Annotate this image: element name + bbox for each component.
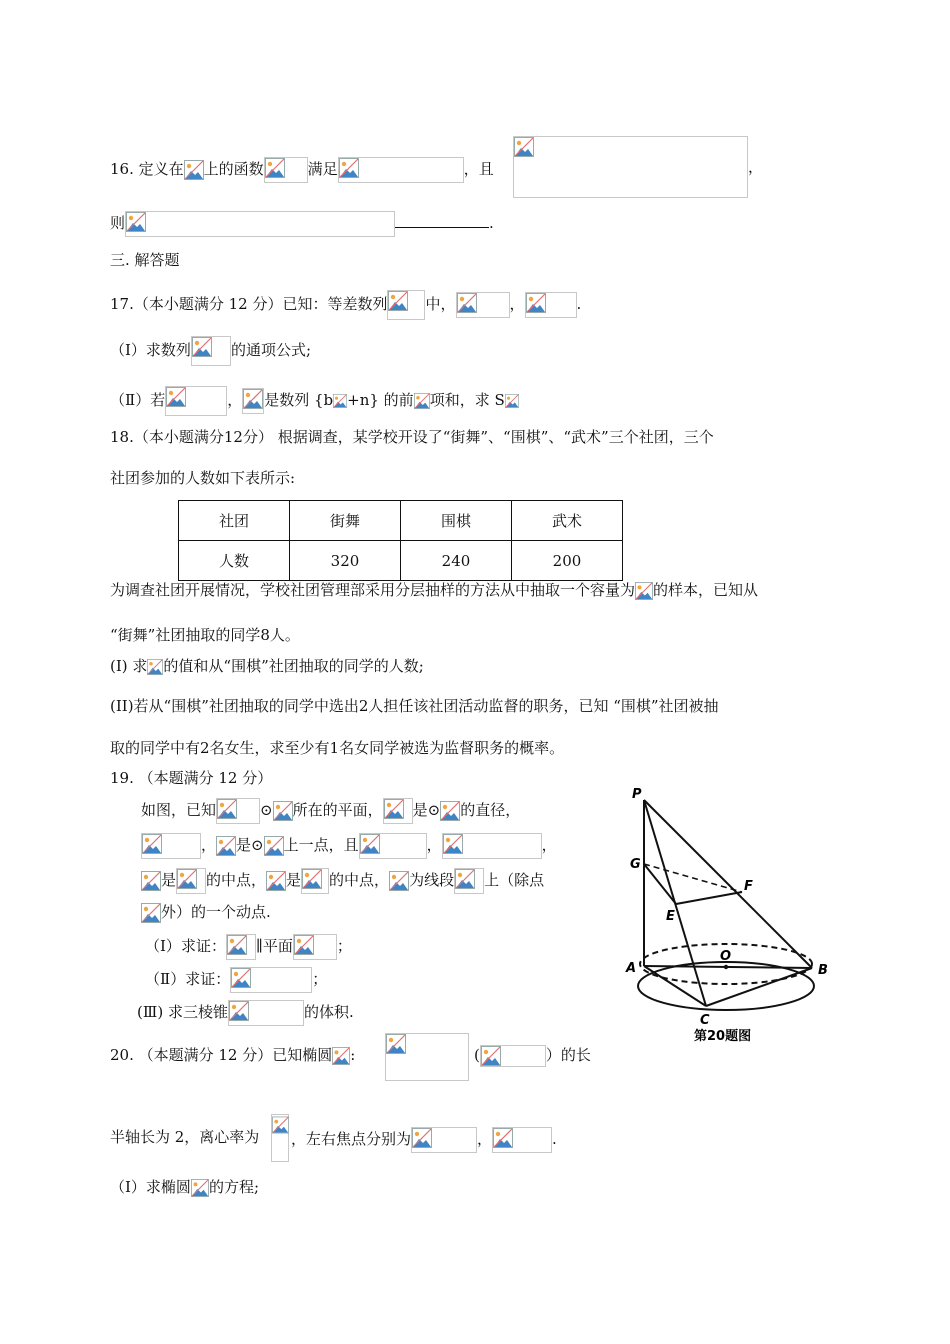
- q17-text: +n} 的前: [347, 391, 414, 409]
- q19-text: 是⊙: [412, 801, 441, 819]
- image-placeholder-icon: [273, 801, 293, 821]
- q18-text: (II)若从“围棋”社团抽取的同学中选出2人担任该社团活动监督的职务，已知 “围棋”社团被抽: [110, 697, 719, 715]
- q17-text: ，: [227, 391, 243, 409]
- q18-text: 的值和从“围棋”社团抽取的同学的人数;: [163, 657, 424, 675]
- q20-text: (: [474, 1046, 480, 1064]
- image-placeholder-icon: [166, 387, 186, 407]
- q16-line1: [110, 157, 494, 183]
- q16-text: ，且: [463, 160, 494, 178]
- q20-line1b: [474, 1045, 591, 1067]
- q19-text: 所在的平面，: [292, 801, 383, 819]
- image-placeholder-icon: [414, 393, 430, 409]
- image-placeholder-icon: [384, 799, 404, 819]
- q19-line1: [141, 798, 520, 824]
- image-placeholder-icon: [147, 658, 163, 676]
- q19-text: ⊙: [260, 801, 273, 819]
- q20-text: （Ⅰ）求椭圆: [110, 1178, 191, 1196]
- q20-line2: [110, 1127, 259, 1147]
- table-cell: 社团: [179, 501, 290, 541]
- formula-image: [216, 798, 260, 824]
- q19-part2: [145, 967, 327, 993]
- q19-text: 为线段: [409, 871, 455, 889]
- label-E: E: [666, 909, 675, 924]
- q18-line3: [110, 580, 758, 600]
- q17-text: 中，: [425, 295, 456, 313]
- formula-image: [359, 833, 427, 859]
- table-cell: 人数: [179, 541, 290, 581]
- q16-line2: [110, 211, 494, 237]
- q18-part1: [110, 656, 424, 676]
- label-F: F: [744, 879, 753, 894]
- q20-text: ，左右焦点分别为: [291, 1130, 412, 1148]
- formula-image: [228, 1000, 304, 1026]
- q18-text: 为调查社团开展情况，学校社团管理部采用分层抽样的方法从中抽取一个容量为: [110, 581, 636, 599]
- formula-image: [385, 1033, 469, 1081]
- q19-text: ，: [541, 836, 557, 854]
- image-placeholder-icon: [386, 1034, 406, 1054]
- formula-image: [301, 868, 329, 894]
- image-placeholder-icon: [264, 836, 284, 856]
- q19-text: 外）的一个动点.: [161, 903, 271, 921]
- image-placeholder-icon: [388, 291, 408, 311]
- q18-text: 社团参加的人数如下表所示:: [110, 469, 296, 487]
- q17-text: 是数列 {b: [264, 391, 334, 409]
- q19-text: ；: [336, 937, 352, 955]
- image-placeholder-icon: [443, 834, 463, 854]
- q19-text: ；: [312, 970, 328, 988]
- q20-text: 的方程;: [208, 1178, 259, 1196]
- q17-text: ，: [509, 295, 525, 313]
- formula-image: [293, 934, 337, 960]
- image-placeholder-icon: [440, 801, 460, 821]
- table-cell: 320: [290, 541, 401, 581]
- image-placeholder-icon: [493, 1128, 513, 1148]
- q17-text: 17.（本小题满分 12 分）已知：等差数列: [110, 295, 388, 313]
- table-header-row: [179, 501, 623, 541]
- q17-text: （Ⅱ）若: [110, 391, 166, 409]
- formula-image: [492, 1127, 552, 1153]
- image-placeholder-icon: [243, 389, 263, 409]
- q20-text: .: [552, 1130, 557, 1148]
- formula-image: [176, 868, 206, 894]
- q20-line1: [110, 1045, 355, 1065]
- q16-text: 上的函数: [203, 160, 264, 178]
- label-B: B: [818, 963, 828, 978]
- formula-image: [165, 386, 227, 416]
- q19-text: 如图，已知: [141, 801, 217, 819]
- image-placeholder-icon: [505, 390, 519, 412]
- image-placeholder-icon: [455, 869, 475, 889]
- q20-line2b: [291, 1127, 557, 1153]
- figure-caption: 第20题图: [694, 1029, 752, 1044]
- table-row: [179, 541, 623, 581]
- q16-text: .: [489, 214, 494, 232]
- q20-text: ，: [477, 1130, 493, 1148]
- q20-part1: [110, 1177, 259, 1197]
- line-GF: [644, 864, 742, 892]
- table-cell: 武术: [512, 501, 623, 541]
- table-cell: 围棋: [401, 501, 512, 541]
- formula-image: [264, 157, 308, 183]
- image-placeholder-icon: [481, 1046, 501, 1066]
- label-C: C: [700, 1013, 710, 1028]
- image-placeholder-icon: [412, 1128, 432, 1148]
- q16-text: 满足: [307, 160, 338, 178]
- q20-text: 20. （本题满分 12 分）已知椭圆: [110, 1046, 333, 1064]
- label-P: P: [632, 787, 642, 802]
- image-placeholder-icon: [333, 393, 347, 409]
- formula-image: [338, 157, 464, 183]
- q17-text: 项和，求 S: [429, 391, 505, 409]
- formula-image: [387, 290, 425, 320]
- image-placeholder-icon: [332, 1047, 350, 1065]
- image-placeholder-icon: [231, 968, 251, 988]
- image-placeholder-icon: [635, 582, 653, 600]
- q20-text: ）的长: [545, 1046, 591, 1064]
- q19-text: 是⊙: [236, 836, 264, 854]
- q16-text: 则: [110, 214, 126, 232]
- image-placeholder-icon: [227, 935, 247, 955]
- q19-text: 的直径，: [460, 801, 521, 819]
- formula-image: [242, 388, 264, 414]
- q17-part1: [110, 336, 311, 366]
- center-point: [724, 965, 728, 969]
- q19-line2: [141, 833, 557, 859]
- image-placeholder-icon: [192, 337, 212, 357]
- image-placeholder-icon: [142, 834, 162, 854]
- q19-text: ∥平面: [255, 937, 293, 955]
- base-ellipse: [638, 962, 814, 1010]
- formula-image: [226, 934, 256, 960]
- image-placeholder-icon: [217, 799, 237, 819]
- image-placeholder-icon: [272, 1115, 289, 1135]
- q19-text: 的体积.: [303, 1003, 354, 1021]
- image-placeholder-icon: [457, 293, 477, 313]
- image-placeholder-icon: [265, 158, 285, 178]
- formula-image: [230, 967, 312, 993]
- image-placeholder-icon: [141, 871, 161, 891]
- q19-text: 上（除点: [484, 871, 545, 889]
- q20-text: 半轴长为 2，离心率为: [110, 1128, 260, 1146]
- q19-text: 的中点，: [329, 871, 390, 889]
- q17-part2: [110, 386, 519, 416]
- formula-image: [141, 833, 201, 859]
- image-placeholder-icon: [177, 869, 197, 889]
- answer-blank: [395, 211, 489, 228]
- formula-image: [191, 336, 231, 366]
- image-placeholder-icon: [229, 1001, 249, 1021]
- image-placeholder-icon: [294, 935, 314, 955]
- line-EF: [676, 892, 742, 904]
- section-heading: 三. 解答题: [110, 251, 180, 269]
- table-cell: 240: [401, 541, 512, 581]
- image-placeholder-icon: [126, 212, 146, 232]
- cone-figure: [612, 780, 852, 1050]
- q19-text: 的中点，: [206, 871, 267, 889]
- q19-text: 19. （本题满分 12 分）: [110, 769, 273, 787]
- q19-text: (Ⅲ) 求三棱锥: [137, 1003, 228, 1021]
- q19-line3: [141, 868, 544, 894]
- formula-image: [125, 211, 395, 237]
- q19-text: ，: [426, 836, 442, 854]
- q16-text: 定义在: [138, 160, 184, 178]
- image-placeholder-icon: [141, 903, 161, 923]
- table-cell: 街舞: [290, 501, 401, 541]
- image-placeholder-icon: [216, 836, 236, 856]
- q20-text: :: [350, 1046, 356, 1064]
- image-placeholder-icon: [389, 871, 409, 891]
- label-G: G: [630, 857, 641, 872]
- q18-text: (I) 求: [110, 657, 148, 675]
- q18-text: 取的同学中有2名女生，求至少有1名女同学被选为监督职务的概率。: [110, 739, 565, 757]
- q18-text: “街舞”社团抽取的同学8人。: [110, 626, 300, 644]
- q17-text: 的通项公式;: [230, 341, 311, 359]
- formula-image: [411, 1127, 477, 1153]
- image-placeholder-icon: [526, 293, 546, 313]
- table-cell: 200: [512, 541, 623, 581]
- q19-part3: [137, 1000, 354, 1026]
- club-table: [178, 500, 623, 581]
- q17-text: （Ⅰ）求数列: [110, 341, 191, 359]
- formula-image: [454, 868, 484, 894]
- formula-image: [383, 798, 413, 824]
- formula-image: [513, 136, 748, 198]
- label-O: O: [720, 949, 732, 964]
- q19-text: 是: [161, 871, 177, 889]
- image-placeholder-icon: [191, 1179, 209, 1197]
- q17-text: .: [576, 295, 582, 313]
- image-placeholder-icon: [339, 158, 359, 178]
- q19-text: 求证：: [180, 937, 226, 955]
- q19-text: 上一点，且: [283, 836, 359, 854]
- q19-text: 是: [286, 871, 302, 889]
- formula-image: [525, 292, 577, 318]
- q19-part1: [145, 934, 352, 960]
- formula-image: [271, 1114, 289, 1162]
- line-GE: [644, 864, 676, 904]
- q19-text: ，: [201, 836, 217, 854]
- q16-text: ，: [748, 158, 764, 176]
- q19-text: （Ⅱ）求证：: [145, 970, 231, 988]
- q17-line1: [110, 290, 581, 320]
- image-placeholder-icon: [184, 160, 204, 180]
- q18-text: 18.（本小题满分12分） 根据调查，某学校开设了“街舞”、“围棋”、“武术”三个社团，三个: [110, 428, 714, 446]
- formula-image: [456, 292, 510, 318]
- image-placeholder-icon: [360, 834, 380, 854]
- label-A: A: [626, 961, 637, 976]
- q16-number: 16.: [110, 160, 134, 178]
- q18-text: 的样本，已知从: [653, 581, 759, 599]
- q19-text: （Ⅰ）: [145, 937, 181, 955]
- image-placeholder-icon: [266, 871, 286, 891]
- q19-line4: [141, 902, 271, 923]
- formula-image: [442, 833, 542, 859]
- image-placeholder-icon: [514, 137, 534, 157]
- image-placeholder-icon: [302, 869, 322, 889]
- formula-image: [480, 1045, 546, 1067]
